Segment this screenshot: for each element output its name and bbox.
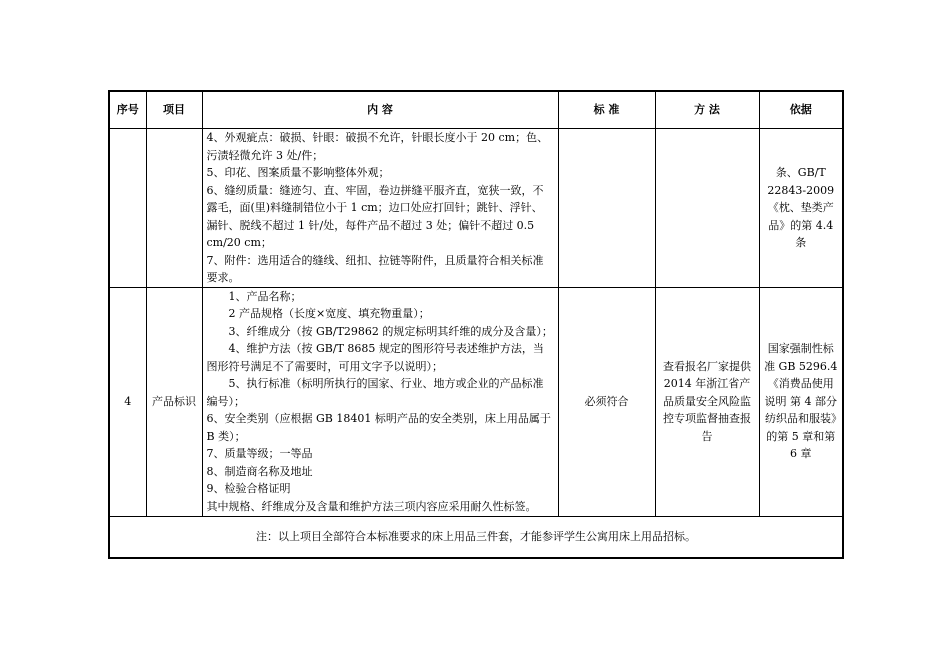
content-cell [202, 129, 558, 288]
header-seq: 序号 [109, 91, 146, 129]
header-item: 项目 [146, 91, 202, 129]
content-line: 5、印花、图案质量不影响整体外观； [206, 166, 390, 179]
header-method: 方 法 [655, 91, 759, 129]
header-basis: 依据 [759, 91, 843, 129]
content-line: 9、检验合格证明 [206, 482, 291, 496]
basis-cell: 国家强制性标准 GB 5296.4《消费品使用说明 第 4 部分纺织品和服装》的第 5 章和第 6 章 [759, 287, 843, 516]
seq-cell: 4 [109, 287, 146, 516]
content-line: 3、纤维成分（按 GB/T29862 的规定标明其纤维的成分及含量）； [228, 324, 553, 338]
method-cell: 查看报名厂家提供 2014 年浙江省产品质量安全风险监控专项监督抽查报告 [655, 287, 759, 516]
table-row [109, 287, 843, 516]
basis-cell: 条、GB/T 22843-2009《枕、垫类产品》的第 4.4 条 [759, 129, 843, 288]
content-cell [202, 287, 558, 516]
header-row [109, 91, 843, 129]
table-row [109, 129, 843, 288]
method-cell [655, 129, 759, 288]
content-line: 其中规格、纤维成分及含量和维护方法三项内容应采用耐久性标签。 [206, 499, 537, 513]
standard-cell: 必须符合 [558, 287, 655, 516]
item-cell [146, 129, 202, 288]
footer-row [109, 516, 843, 558]
content-line: 6、安全类别（应根据 GB 18401 标明产品的安全类别，床上用品属于 B 类）； [206, 412, 551, 443]
content-line: 2 产品规格（长度×宽度、填充物重量）； [228, 307, 430, 321]
content-line: 8、制造商名称及地址 [206, 464, 313, 478]
content-line: 7、附件：选用适合的缝线、纽扣、拉链等附件，且质量符合相关标准要求。 [206, 253, 544, 284]
content-line: 6、缝纫质量：缝迹匀、直、牢固，卷边拼缝平服齐直，宽狭一致，不露毛，面(里)料缝制错位小于 1 cm；边口处应打回针；跳针、浮针、漏针、脱线不超过 1 针/处，每件产品不超过 3 处；偏针不超过 0.5 cm/20 cm； [206, 183, 544, 249]
standard-cell [558, 129, 655, 288]
content-line: 7、质量等级；一等品 [206, 447, 313, 461]
seq-cell [109, 129, 146, 288]
footer-note: 注：以上项目全部符合本标准要求的床上用品三件套，才能参评学生公寓用床上用品招标。 [109, 516, 843, 558]
item-cell: 产品标识 [146, 287, 202, 516]
header-standard: 标 准 [558, 91, 655, 129]
content-line: 4、维护方法（按 GB/T 8685 规定的图形符号表述维护方法，当图形符号满足不了需要时，可用文字予以说明）； [206, 342, 544, 373]
content-line: 5、执行标准（标明所执行的国家、行业、地方或企业的产品标准编号）； [206, 377, 544, 408]
spec-table [108, 90, 844, 559]
content-line: 1、产品名称； [228, 289, 302, 303]
header-content: 内 容 [202, 91, 558, 129]
content-line: 4、外观疵点：破损、针眼：破损不允许，针眼长度小于 20 cm；色、污渍轻微允许 3 处/件； [206, 131, 549, 162]
